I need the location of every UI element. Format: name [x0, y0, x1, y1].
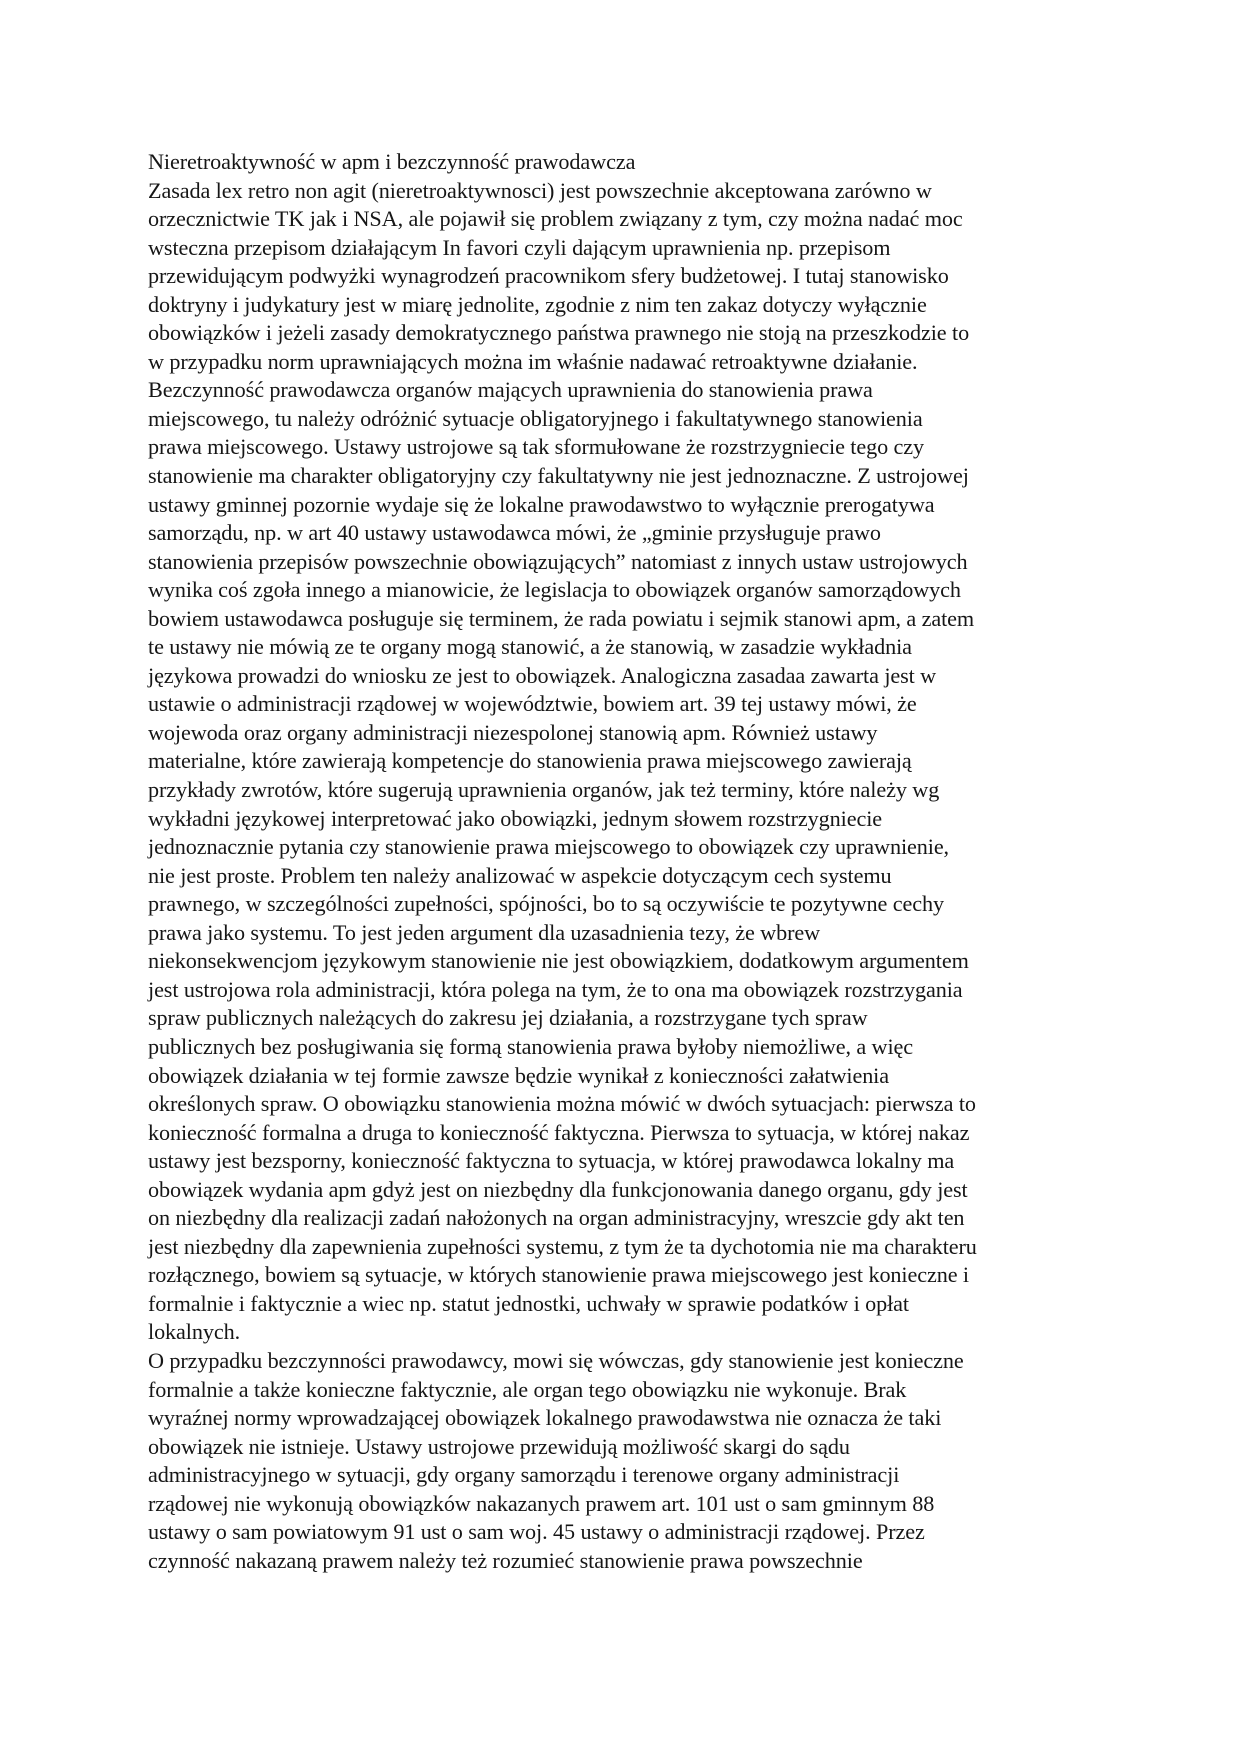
document-text — [148, 148, 1108, 1575]
text-line: orzecznictwie TK jak i NSA, ale pojawił się problem związany z tym, czy można nadać moc — [148, 206, 963, 232]
text-line: czynność nakazaną prawem należy też rozumieć stanowienie prawa powszechnie — [148, 1547, 863, 1573]
text-line: stanowienie ma charakter obligatoryjny czy fakultatywny nie jest jednoznaczne. Z ustrojowej — [148, 463, 969, 489]
text-line: wojewoda oraz organy administracji niezespolonej stanowią apm. Również ustawy — [148, 719, 878, 745]
text-line: administracyjnego w sytuacji, gdy organy samorządu i terenowe organy administracji — [148, 1462, 900, 1488]
text-line: jest ustrojowa rola administracji, która polega na tym, że to ona ma obowiązek rozstrzygania — [148, 976, 963, 1002]
text-line: materialne, które zawierają kompetencje do stanowienia prawa miejscowego zawierają — [148, 748, 912, 774]
text-line: wsteczna przepisom działającym In favori czyli dającym uprawnienia np. przepisom — [148, 234, 891, 260]
text-line: obowiązek wydania apm gdyż jest on niezbędny dla funkcjonowania danego organu, gdy jest — [148, 1176, 968, 1202]
text-line: jest niezbędny dla zapewnienia zupełności systemu, z tym że ta dychotomia nie ma charakteru — [148, 1233, 977, 1259]
text-line: te ustawy nie mówią ze te organy mogą stanowić, a że stanowią, w zasadzie wykładnia — [148, 634, 912, 660]
text-line: prawnego, w szczególności zupełności, spójności, bo to są oczywiście te pozytywne cechy — [148, 891, 944, 917]
text-line: ustawy o sam powiatowym 91 ust o sam woj. 45 ustawy o administracji rządowej. Przez — [148, 1519, 925, 1545]
text-line: jednoznacznie pytania czy stanowienie prawa miejscowego to obowiązek czy uprawnienie, — [148, 834, 950, 860]
text-line: samorządu, np. w art 40 ustawy ustawodawca mówi, że „gminie przysługuje prawo — [148, 520, 881, 546]
text-line: ustawie o administracji rządowej w województwie, bowiem art. 39 tej ustawy mówi, że — [148, 691, 917, 717]
text-line: formalnie a także konieczne faktycznie, ale organ tego obowiązku nie wykonuje. Brak — [148, 1376, 907, 1402]
text-line: ustawy gminnej pozornie wydaje się że lokalne prawodawstwo to wyłącznie prerogatywa — [148, 491, 935, 517]
text-line: prawa miejscowego. Ustawy ustrojowe są tak sformułowane że rozstrzygniecie tego czy — [148, 434, 924, 460]
text-line: prawa jako systemu. To jest jeden argument dla uzasadnienia tezy, że wbrew — [148, 919, 821, 945]
text-line: Zasada lex retro non agit (nieretroaktywnosci) jest powszechnie akceptowana zarówno w — [148, 177, 932, 203]
text-line: lokalnych. — [148, 1319, 241, 1345]
text-line: doktryny i judykatury jest w miarę jednolite, zgodnie z nim ten zakaz dotyczy wyłącznie — [148, 291, 927, 317]
text-line: wynika coś zgoła innego a mianowicie, że legislacja to obowiązek organów samorządowych — [148, 577, 961, 603]
text-line: rozłącznego, bowiem są sytuacje, w których stanowienie prawa miejscowego jest konieczne i — [148, 1262, 969, 1288]
text-line: określonych spraw. O obowiązku stanowienia można mówić w dwóch sytuacjach: pierwsza to — [148, 1091, 976, 1117]
text-line: O przypadku bezczynności prawodawcy, mowi się wówczas, gdy stanowienie jest konieczne — [148, 1347, 964, 1373]
text-line: ustawy jest bezsporny, konieczność faktyczna to sytuacja, w której prawodawca lokalny ma — [148, 1148, 955, 1174]
text-line: spraw publicznych należących do zakresu jej działania, a rozstrzygane tych spraw — [148, 1005, 868, 1031]
text-line: językowa prowadzi do wniosku ze jest to obowiązek. Analogiczna zasadaa zawarta jest w — [148, 662, 937, 688]
text-line: publicznych bez posługiwania się formą stanowienia prawa byłoby niemożliwe, a więc — [148, 1033, 914, 1059]
text-line: obowiązków i jeżeli zasady demokratycznego państwa prawnego nie stoją na przeszkodzie to — [148, 320, 970, 346]
text-line: Bezczynność prawodawcza organów mających uprawnienia do stanowienia prawa — [148, 377, 873, 403]
text-line: wykładni językowej interpretować jako obowiązki, jednym słowem rozstrzygniecie — [148, 805, 883, 831]
text-line: stanowienia przepisów powszechnie obowiązujących” natomiast z innych ustaw ustrojowych — [148, 548, 968, 574]
text-line: konieczność formalna a druga to konieczność faktyczna. Pierwsza to sytuacja, w której nakaz — [148, 1119, 970, 1145]
text-line: wyraźnej normy wprowadzającej obowiązek lokalnego prawodawstwa nie oznacza że taki — [148, 1405, 942, 1431]
text-line: formalnie i faktycznie a wiec np. statut jednostki, uchwały w sprawie podatków i opłat — [148, 1290, 909, 1316]
text-line: w przypadku norm uprawniających można im właśnie nadawać retroaktywne działanie. — [148, 348, 918, 374]
text-line: obowiązek nie istnieje. Ustawy ustrojowe przewidują możliwość skargi do sądu — [148, 1433, 850, 1459]
text-line: bowiem ustawodawca posługuje się terminem, że rada powiatu i sejmik stanowi apm, a zatem — [148, 605, 975, 631]
text-line: rządowej nie wykonują obowiązków nakazanych prawem art. 101 ust o sam gminnym 88 — [148, 1490, 935, 1516]
text-line: przewidującym podwyżki wynagrodzeń pracownikom sfery budżetowej. I tutaj stanowisko — [148, 263, 949, 289]
text-line: przykłady zwrotów, które sugerują uprawnienia organów, jak też terminy, które należy wg — [148, 777, 940, 803]
text-line: niekonsekwencjom językowym stanowienie nie jest obowiązkiem, dodatkowym argumentem — [148, 948, 969, 974]
text-line: on niezbędny dla realizacji zadań nałożonych na organ administracyjny, wreszcie gdy akt ten — [148, 1205, 965, 1231]
text-line: obowiązek działania w tej formie zawsze będzie wynikał z konieczności załatwienia — [148, 1062, 889, 1088]
document-title: Nieretroaktywność w apm i bezczynność prawodawcza — [148, 149, 636, 174]
text-line: miejscowego, tu należy odróżnić sytuacje obligatoryjnego i fakultatywnego stanowienia — [148, 405, 923, 431]
text-line: nie jest proste. Problem ten należy analizować w aspekcie dotyczącym cech systemu — [148, 862, 892, 888]
